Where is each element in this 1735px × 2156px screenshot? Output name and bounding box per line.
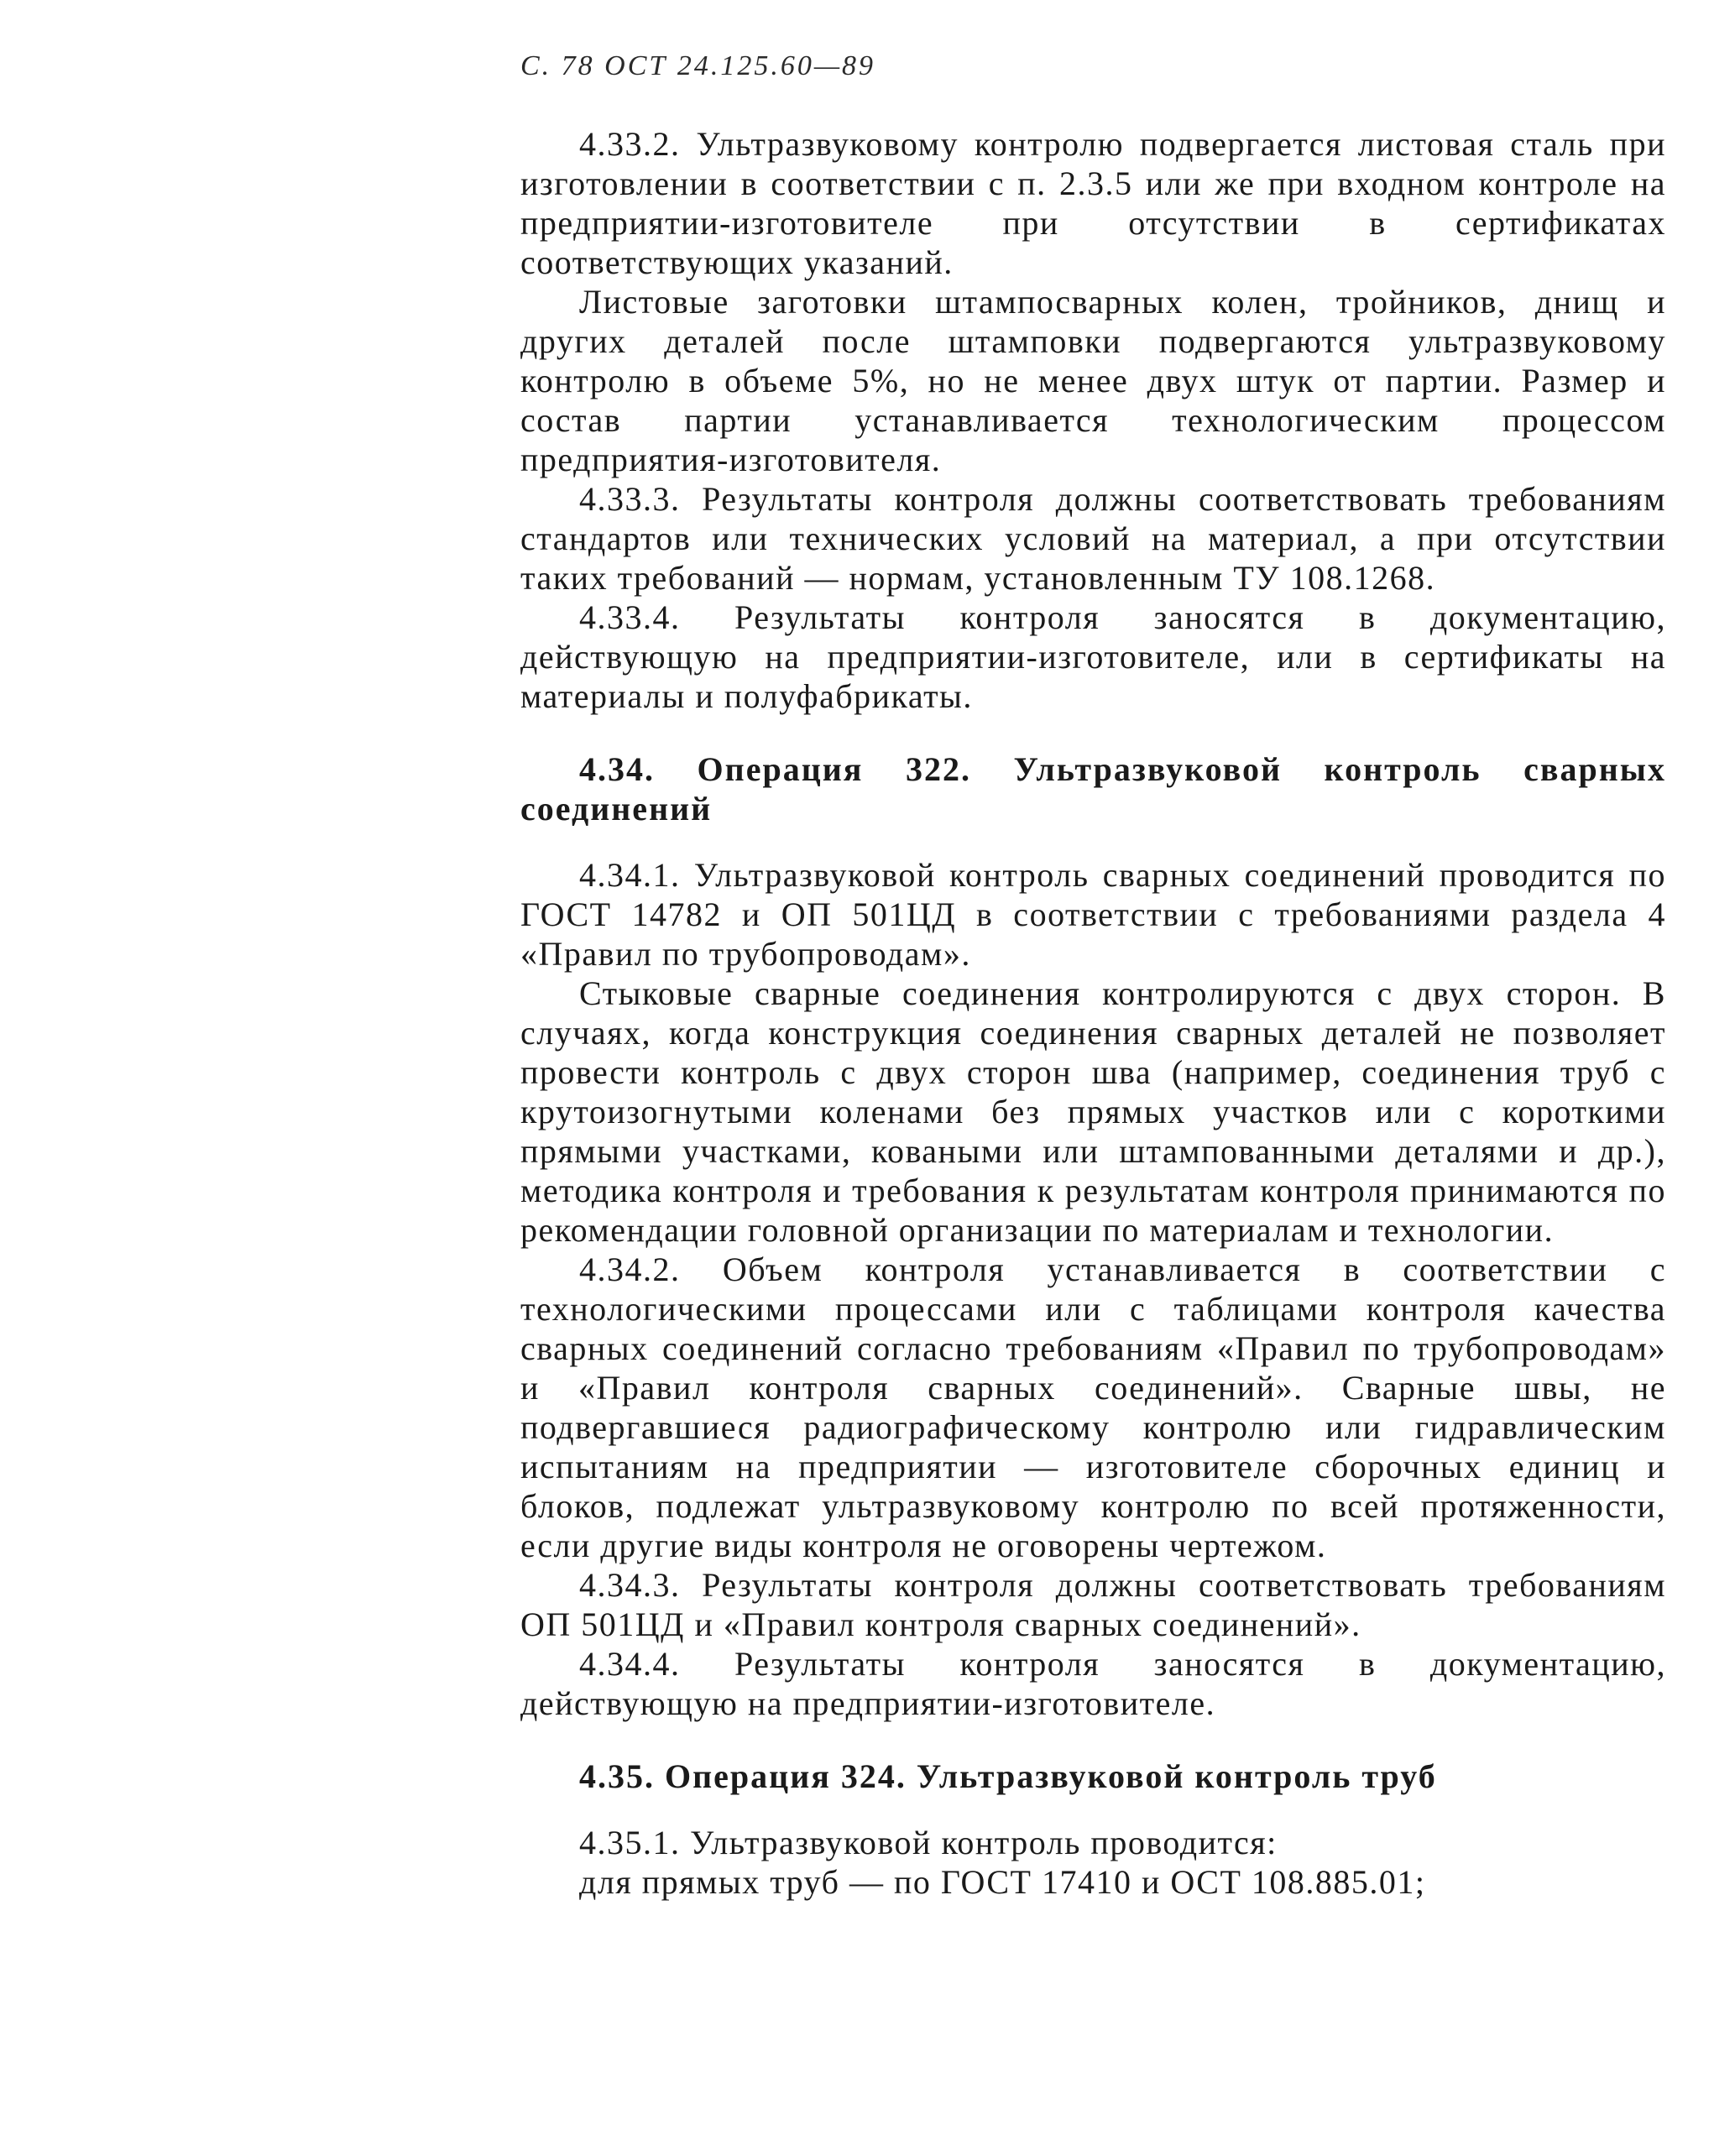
paragraph: Стыковые сварные соединения контролируются с двух сторон. В случаях, когда конструкция соединения сварных деталей не позволяет провести контроль с двух сторон шва (например, соединения труб с крутоизогнутыми коленами без прямых участков или с короткими прямыми участками, коваными или штампованными деталями и др.), методика контроля и требования к результатам контроля принимаются по рекомендации головной организации по материалам и технологии. — [520, 974, 1666, 1249]
section-heading: 4.34. Операция 322. Ультразвуковой контроль сварных соединений — [520, 750, 1666, 827]
page-header: С. 78 ОСТ 24.125.60—89 — [520, 50, 876, 81]
section-heading: 4.35. Операция 324. Ультразвуковой контроль труб — [579, 1757, 1437, 1795]
paragraph: 4.35.1. Ультразвуковой контроль проводится: — [579, 1824, 1278, 1861]
paragraph: 4.33.4. Результаты контроля заносятся в документацию, действующую на предприятии-изготовителе, или в сертификаты на материалы и полуфабрикаты. — [520, 598, 1666, 715]
paragraph: 4.34.1. Ультразвуковой контроль сварных соединений проводится по ГОСТ 14782 и ОП 501ЦД в соответствии с требованиями раздела 4 «Правил по трубопроводам». — [520, 856, 1666, 973]
paragraph: 4.33.3. Результаты контроля должны соответствовать требованиям стандартов или технических условий на материал, а при отсутствии таких требований — нормам, установленным ТУ 108.1268. — [520, 480, 1666, 597]
paragraph: 4.33.2. Ультразвуковому контролю подвергается листовая сталь при изготовлении в соответствии с п. 2.3.5 или же при входном контроле на предприятии-изготовителе при отсутствии в сертификатах соответствующих указаний. — [520, 125, 1666, 281]
paragraph: 4.34.4. Результаты контроля заносятся в документацию, действующую на предприятии-изготовителе. — [520, 1645, 1666, 1722]
paragraph: 4.34.2. Объем контроля устанавливается в соответствии с технологическими процессами или с таблицами контроля качества сварных соединений согласно требованиям «Правил по трубопроводам» и «Правил контроля сварных соединений». Сварные швы, не подвергавшиеся радиографическому контролю или гидравлическим испытаниям на предприятии — изготовителе сборочных единиц и блоков, подлежат ультразвуковому контролю по всей протяженности, если другие виды контроля не оговорены чертежом. — [520, 1250, 1666, 1564]
paragraph: 4.34.3. Результаты контроля должны соответствовать требованиям ОП 501ЦД и «Правил контроля сварных соединений». — [520, 1566, 1666, 1643]
document-page — [520, 50, 1666, 1902]
paragraph: Листовые заготовки штампосварных колен, тройников, днищ и других деталей после штамповки подвергаются ультразвуковому контролю в объеме 5%, но не менее двух штук от партии. Размер и состав партии устанавливается технологическим процессом предприятия-изготовителя. — [520, 283, 1666, 478]
paragraph: для прямых труб — по ГОСТ 17410 и ОСТ 108.885.01; — [579, 1863, 1426, 1901]
